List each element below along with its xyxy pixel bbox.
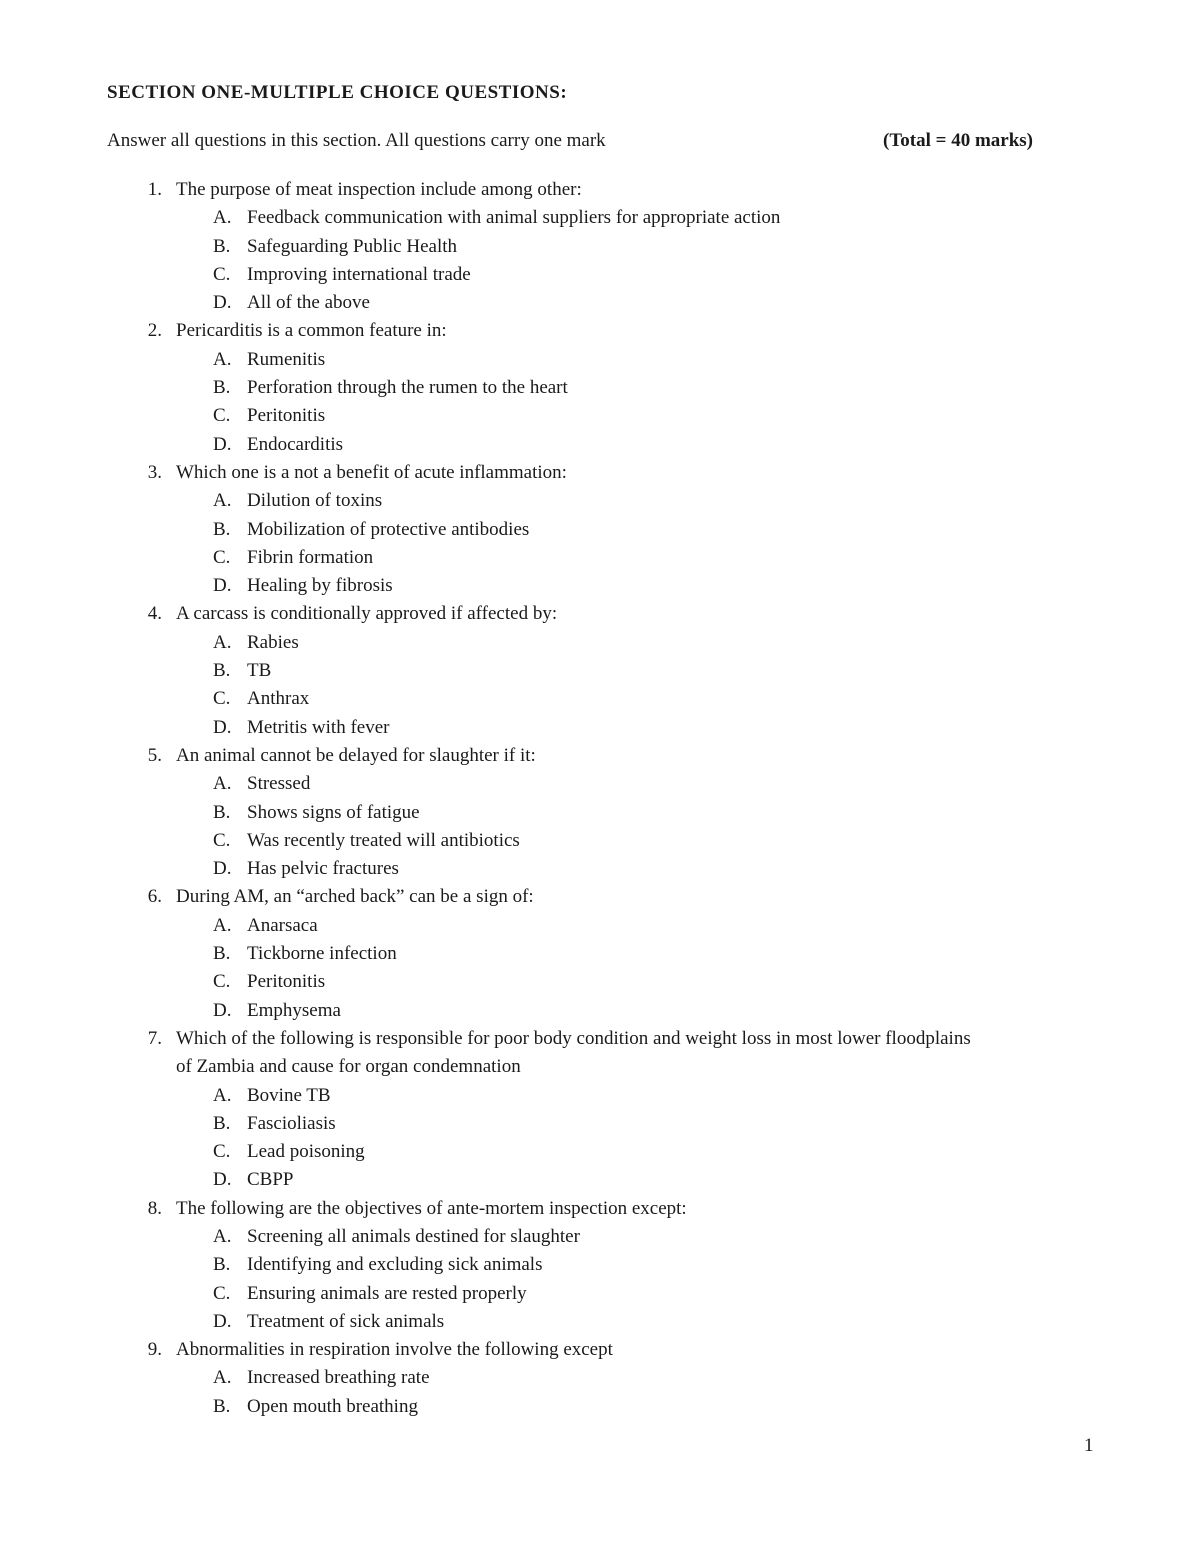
question-line	[0, 317, 1200, 345]
question-number: 1.	[147, 179, 162, 200]
question-line	[0, 176, 1200, 204]
option-text: Screening all animals destined for slaughter	[247, 1225, 580, 1247]
option-letter: D.	[213, 575, 232, 597]
question-line	[0, 459, 1200, 487]
option-letter: B.	[213, 1112, 231, 1134]
option-letter: B.	[213, 377, 231, 399]
option-text: Lead poisoning	[247, 1141, 365, 1163]
option-letter: C.	[213, 971, 231, 993]
question-text: of Zambia and cause for organ condemnation	[176, 1056, 521, 1078]
question-text: Which of the following is responsible for poor body condition and weight loss in most lower floodplains	[176, 1027, 971, 1049]
option-letter: B.	[213, 943, 231, 965]
option-letter: C.	[213, 688, 231, 710]
option-letter: B.	[213, 1254, 231, 1276]
option-text: Open mouth breathing	[247, 1395, 418, 1417]
option-text: Rabies	[247, 631, 299, 653]
question-item	[0, 317, 1200, 458]
option-text: Increased breathing rate	[247, 1367, 430, 1389]
option-text: Safeguarding Public Health	[247, 235, 458, 257]
option-letter: B.	[213, 1395, 231, 1417]
option-letter: D.	[213, 1169, 232, 1191]
question-text: The following are the objectives of ante-mortem inspection except:	[176, 1197, 687, 1219]
option-text: Stressed	[247, 773, 311, 795]
answer-option	[0, 346, 1200, 374]
answer-option	[0, 1166, 1200, 1194]
option-letter: A.	[213, 631, 232, 653]
option-letter: C.	[213, 263, 231, 285]
answer-option	[0, 544, 1200, 572]
answer-option	[0, 827, 1200, 855]
section-title: SECTION ONE-MULTIPLE CHOICE QUESTIONS:	[107, 82, 568, 103]
answer-option	[0, 770, 1200, 798]
answer-option	[0, 629, 1200, 657]
option-letter: C.	[213, 1282, 231, 1304]
option-letter: C.	[213, 1141, 231, 1163]
answer-option	[0, 289, 1200, 317]
option-text: Anthrax	[247, 688, 310, 710]
option-letter: A.	[213, 1225, 232, 1247]
answer-option	[0, 1138, 1200, 1166]
question-line	[0, 1336, 1200, 1364]
option-text: All of the above	[247, 292, 370, 314]
option-letter: C.	[213, 829, 231, 851]
option-letter: B.	[213, 235, 231, 257]
question-text: During AM, an “arched back” can be a sign of:	[176, 886, 534, 908]
question-line	[0, 883, 1200, 911]
question-number: 8.	[147, 1197, 162, 1219]
question-list	[0, 176, 1200, 1421]
question-item	[0, 742, 1200, 883]
answer-option	[0, 487, 1200, 515]
answer-option	[0, 402, 1200, 430]
question-line	[0, 1195, 1200, 1223]
option-text: Peritonitis	[247, 971, 326, 993]
option-text: Anarsaca	[247, 914, 318, 936]
option-letter: C.	[213, 405, 231, 427]
option-letter: D.	[213, 1310, 232, 1332]
question-number: 7.	[147, 1027, 162, 1049]
option-text: Mobilization of protective antibodies	[247, 518, 530, 540]
question-item	[0, 1195, 1200, 1336]
option-letter: D.	[213, 999, 232, 1021]
option-text: Improving international trade	[247, 263, 471, 285]
answer-option	[0, 657, 1200, 685]
option-letter: B.	[213, 801, 231, 823]
option-text: Perforation through the rumen to the heart	[247, 377, 568, 399]
answer-option	[0, 204, 1200, 232]
answer-option	[0, 799, 1200, 827]
question-item	[0, 883, 1200, 1024]
option-text: Tickborne infection	[247, 943, 397, 965]
answer-option	[0, 997, 1200, 1025]
question-text: Which one is a not a benefit of acute inflammation:	[176, 461, 567, 483]
option-text: Identifying and excluding sick animals	[247, 1254, 543, 1276]
question-item	[0, 600, 1200, 741]
answer-option	[0, 261, 1200, 289]
answer-option	[0, 1110, 1200, 1138]
option-text: Healing by fibrosis	[247, 575, 393, 597]
question-text: A carcass is conditionally approved if affected by:	[176, 603, 558, 625]
question-text: Pericarditis is a common feature in:	[176, 320, 447, 342]
answer-option	[0, 1082, 1200, 1110]
question-number: 5.	[147, 744, 162, 766]
option-text: CBPP	[247, 1169, 294, 1191]
option-text: Bovine TB	[247, 1084, 331, 1106]
question-number: 3.	[147, 461, 162, 483]
option-text: Shows signs of fatigue	[247, 801, 420, 823]
answer-option	[0, 516, 1200, 544]
option-text: Treatment of sick animals	[247, 1310, 445, 1332]
option-letter: D.	[213, 716, 232, 738]
question-text: The purpose of meat inspection include among other:	[176, 179, 582, 200]
question-number: 2.	[147, 320, 162, 342]
option-letter: B.	[213, 660, 231, 682]
option-text: Fascioliasis	[247, 1112, 336, 1134]
answer-option	[0, 855, 1200, 883]
instructions-line	[107, 130, 1057, 152]
question-line	[0, 1025, 1200, 1053]
option-text: Rumenitis	[247, 348, 326, 370]
answer-option	[0, 1251, 1200, 1279]
answer-option	[0, 968, 1200, 996]
option-text: Emphysema	[247, 999, 341, 1021]
option-text: Metritis with fever	[247, 716, 390, 738]
question-item	[0, 1336, 1200, 1421]
answer-option	[0, 685, 1200, 713]
answer-option	[0, 714, 1200, 742]
question-number: 4.	[147, 603, 162, 625]
answer-option	[0, 940, 1200, 968]
question-item	[0, 176, 1200, 317]
option-text: Was recently treated will antibiotics	[247, 829, 520, 851]
question-line	[0, 1053, 1200, 1081]
total-marks: (Total = 40 marks)	[883, 130, 1033, 151]
option-text: TB	[247, 660, 272, 682]
option-text: Endocarditis	[247, 433, 344, 455]
option-text: Peritonitis	[247, 405, 326, 427]
option-letter: B.	[213, 518, 231, 540]
option-letter: D.	[213, 292, 232, 314]
answer-option	[0, 233, 1200, 261]
question-number: 9.	[147, 1339, 162, 1361]
option-letter: D.	[213, 858, 232, 880]
option-letter: A.	[213, 773, 232, 795]
page-number: 1	[1084, 1435, 1094, 1456]
option-letter: C.	[213, 546, 231, 568]
option-letter: A.	[213, 914, 232, 936]
option-text: Ensuring animals are rested properly	[247, 1282, 527, 1304]
option-letter: A.	[213, 490, 232, 512]
answer-option	[0, 1364, 1200, 1392]
answer-option	[0, 1223, 1200, 1251]
question-text: An animal cannot be delayed for slaughter if it:	[176, 744, 536, 766]
option-text: Fibrin formation	[247, 546, 374, 568]
question-text: Abnormalities in respiration involve the following except	[176, 1339, 613, 1361]
question-item	[0, 459, 1200, 600]
option-text: Dilution of toxins	[247, 490, 383, 512]
answer-option	[0, 1393, 1200, 1421]
answer-option	[0, 374, 1200, 402]
question-line	[0, 742, 1200, 770]
option-letter: A.	[213, 348, 232, 370]
question-line	[0, 600, 1200, 628]
answer-option	[0, 1308, 1200, 1336]
answer-option	[0, 912, 1200, 940]
option-letter: A.	[213, 1367, 232, 1389]
option-letter: D.	[213, 433, 232, 455]
option-text: Has pelvic fractures	[247, 858, 399, 880]
question-item	[0, 1025, 1200, 1195]
answer-option	[0, 431, 1200, 459]
answer-option	[0, 572, 1200, 600]
instructions-text: Answer all questions in this section. All questions carry one mark	[107, 130, 606, 151]
question-number: 6.	[147, 886, 162, 908]
option-letter: A.	[213, 1084, 232, 1106]
option-letter: A.	[213, 207, 232, 229]
answer-option	[0, 1280, 1200, 1308]
option-text: Feedback communication with animal suppliers for appropriate action	[247, 207, 781, 229]
